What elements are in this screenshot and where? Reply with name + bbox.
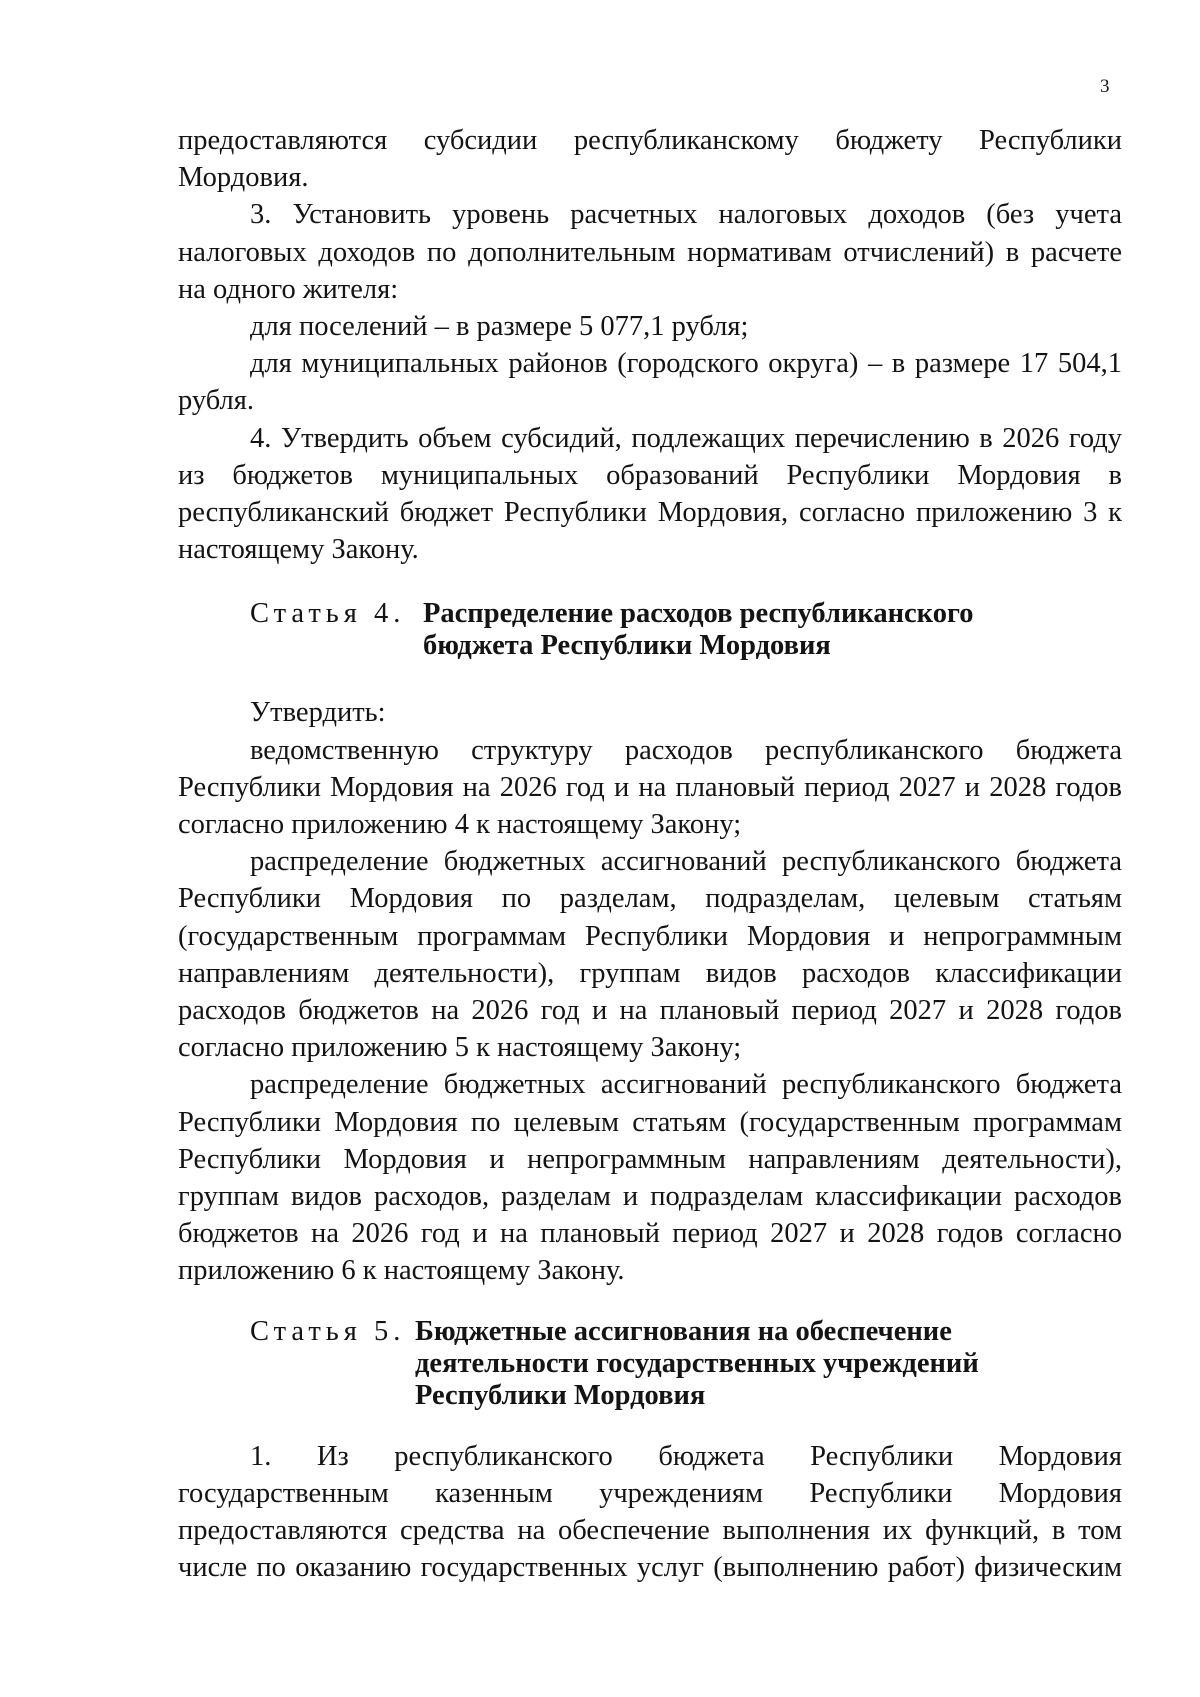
- article-4-heading: [178, 598, 1122, 662]
- paragraph-districts-amount: для муниципальных районов (городского округа) – в размере 17 504,1 рубля.: [178, 348, 1122, 417]
- paragraph-state-institutions-funding: 1. Из республиканского бюджета Республики Мордовия государственным казенным учреждениям Республики Мордовия предоставляются средства на обеспечение выполнения их функций, в том числе по оказанию государственных услуг (выполнению работ) физическим: [178, 1440, 1122, 1584]
- article-4-label: Статья 4.: [250, 598, 406, 630]
- paragraph-approve: Утвердить:: [250, 697, 386, 729]
- page-number: 3: [1100, 76, 1110, 97]
- paragraph-tax-revenue-level: 3. Установить уровень расчетных налоговых доходов (без учета налоговых доходов по дополнительным нормативам отчислений) в расчете на одного жителя:: [178, 199, 1122, 305]
- paragraph-subsidies-end: предоставляются субсидии республиканскому бюджету Республики Мордовия.: [178, 125, 1122, 194]
- paragraph-subsidies-volume: 4. Утвердить объем субсидий, подлежащих перечислению в 2026 году из бюджетов муниципальных образований Республики Мордовия в республиканский бюджет Республики Мордовия, согласно приложению 3 к настоящему Закону.: [178, 422, 1122, 566]
- paragraph-distribution-by-target-articles: распределение бюджетных ассигнований республиканского бюджета Республики Мордовия по целевым статьям (государственным программам Республики Мордовия и непрограммным направлениям деятельности), группам видов расходов, разделам и подразделам классификации расходов бюджетов на 2026 год и на плановый период 2027 и 2028 годов согласно приложению 6 к настоящему Закону.: [178, 1069, 1122, 1287]
- article-4-title-line: бюджета Республики Мордовия: [423, 630, 831, 662]
- article-5-title-line: Бюджетные ассигнования на обеспечение: [415, 1315, 952, 1347]
- article-5-label: Статья 5.: [250, 1315, 406, 1347]
- article-5-heading: [178, 1316, 1122, 1412]
- document-body: [178, 122, 1122, 1587]
- paragraph-settlements-amount: для поселений – в размере 5 077,1 рубля;: [250, 311, 749, 343]
- article-4-title-line: Распределение расходов республиканского: [423, 598, 974, 630]
- article-5-title: [415, 1316, 979, 1412]
- article-5-title-line: Республики Мордовия: [415, 1379, 706, 1411]
- article-5-title-line: деятельности государственных учреждений: [415, 1347, 979, 1379]
- paragraph-departmental-structure: ведомственную структуру расходов республиканского бюджета Республики Мордовия на 2026 год и на плановый период 2027 и 2028 годов согласно приложению 4 к настоящему Закону;: [178, 734, 1122, 841]
- paragraph-distribution-by-sections: распределение бюджетных ассигнований республиканского бюджета Республики Мордовия по разделам, подразделам, целевым статьям (государственным программам Республики Мордовия и непрограммным направлениям деятельности), группам видов расходов классификации расходов бюджетов на 2026 год и на плановый период 2027 и 2028 годов согласно приложению 5 к настоящему Закону;: [178, 846, 1122, 1064]
- article-4-title: [423, 598, 973, 662]
